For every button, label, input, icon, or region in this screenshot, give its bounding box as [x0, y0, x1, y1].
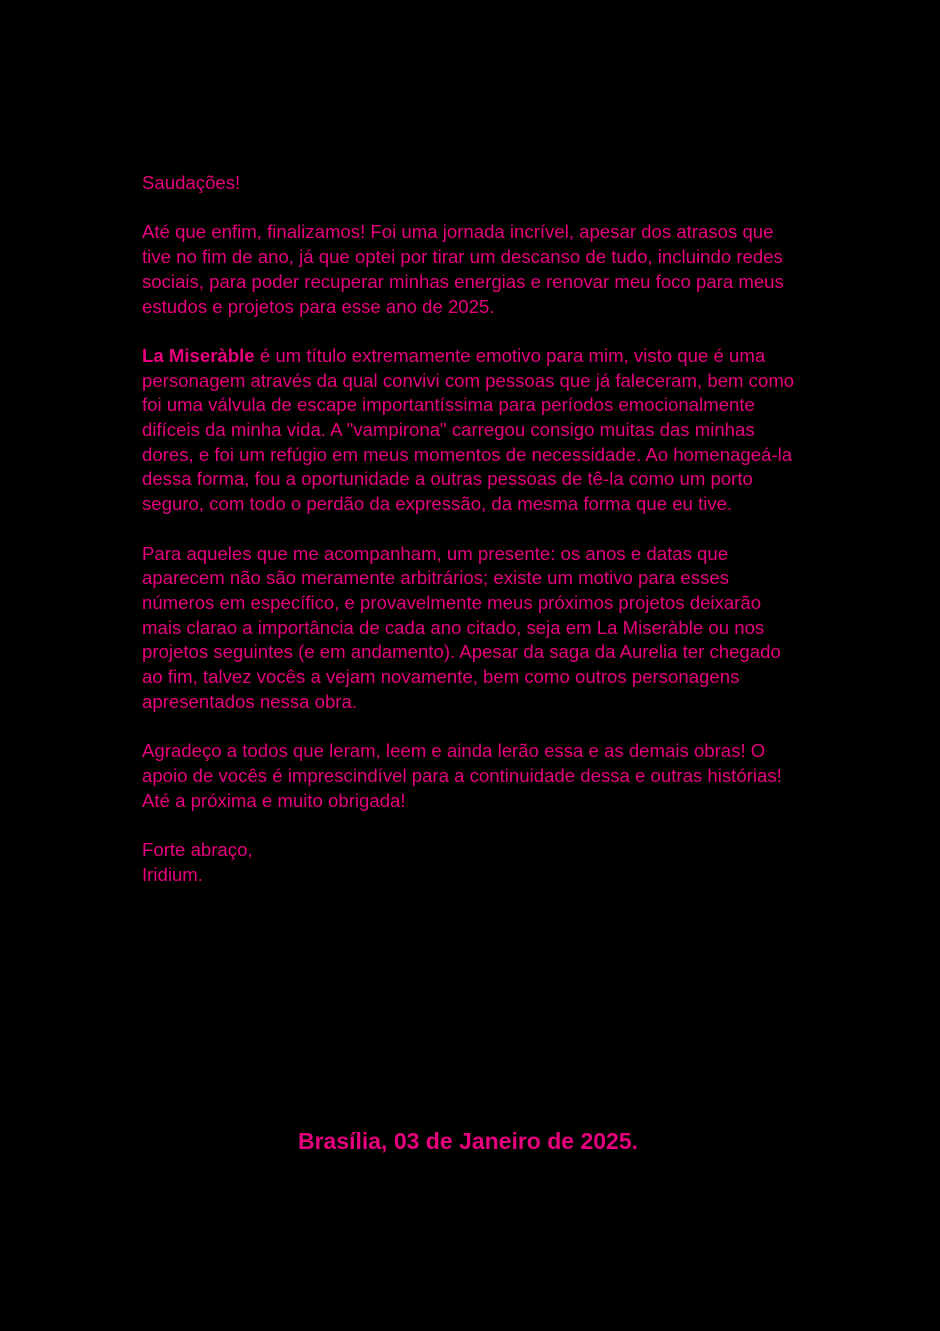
paragraph-3: Para aqueles que me acompanham, um presente: os anos e datas que aparecem não são meramente arbitrários; existe um motivo para esses números em específico, e provavelmente meus próximos projetos deixarão mais clarao a importância de cada ano citado, seja em La Miseràble ou nos projetos seguintes (e em andamento). Apesar da saga da Aurelia ter chegado ao fim, talvez vocês a vejam novamente, bem como outros personagens apresentados nessa obra. — [142, 542, 781, 712]
paragraph-2-text: é um título extremamente emotivo para mim, visto que é uma personagem através da qual convivi com pessoas que já faleceram, bem como foi uma válvula de escape importantíssima para períodos emocionalmente difíceis da minha vida. A "vampirona" carregou consigo muitas das minhas dores, e foi um refúgio em meus momentos de necessidade. Ao homenageá-la dessa forma, fou a oportunidade a outras pessoas de tê-la como um porto seguro, com todo o perdão da expressão, da mesma forma que eu tive. — [142, 344, 795, 515]
signature: Iridium. — [142, 863, 203, 885]
paragraph-4: Agradeço a todos que leram, leem e ainda lerão essa e as demais obras! O apoio de vocês é imprescindível para a continuidade dessa e outras histórias! Até a próxima e muito obrigada! — [142, 740, 782, 811]
dateline: Brasília, 03 de Janeiro de 2025. — [297, 1128, 639, 1154]
paragraph-1: Até que enfim, finalizamos! Foi uma jornada incrível, apesar dos atrasos que tive no fim de ano, já que optei por tirar um descanso de tudo, incluindo redes sociais, para poder recuperar minhas energias e renovar meu foco para meus estudos e projetos para esse ano de 2025. — [142, 221, 784, 317]
book-title: La Miseràble — [142, 344, 255, 366]
greeting: Saudações! — [142, 172, 241, 193]
paragraph-2 — [142, 344, 802, 517]
closing: Forte abraço, — [142, 838, 253, 860]
letter-body — [142, 171, 802, 887]
